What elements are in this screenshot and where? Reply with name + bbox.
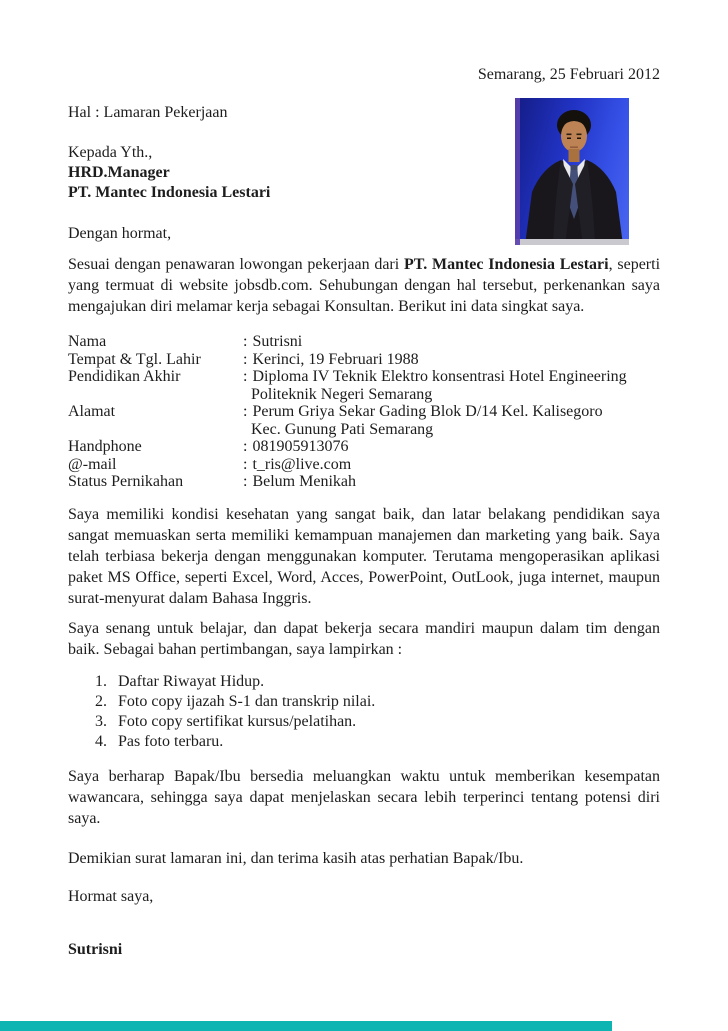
profile-value: : t_ris@live.com [243,455,352,473]
profile-value-line2: Kec. Gunung Pati Semarang [251,420,434,438]
attachments-list [68,672,660,752]
attachment-item [95,692,660,712]
progress-bar[interactable] [0,1021,728,1031]
attachment-item [95,672,660,692]
attachment-item [95,732,660,752]
paragraph-intro-text: Sesuai dengan penawaran lowongan pekerjaan dari [68,256,404,273]
profile-row-pendidikan [68,368,660,403]
signature-name: Sutrisni [68,940,123,958]
profile-row-ttl [68,351,660,369]
closing-line: Demikian surat lamaran ini, dan terima kasih atas perhatian Bapak/Ibu. [68,849,524,867]
profile-label: Handphone [68,438,142,455]
signoff-line: Hormat saya, [68,887,154,905]
profile-row-alamat [68,403,660,438]
paragraph-skills: Saya memiliki kondisi kesehatan yang sangat baik, dan latar belakang pendidikan saya sangat memuaskan serta memiliki kemampuan manajemen dan marketing yang baik. Saya telah terbiasa bekerja dengan menggunakan komputer. Terutama mengoperasikan aplikasi paket MS Office, seperti Excel, Word, Acces, PowerPoint, OutLook, juga internet, maupun surat-menyurat dalam Bahasa Inggris. [68,505,660,607]
profile-row-handphone [68,438,660,456]
attachment-number: 1. [95,672,107,690]
profile-label: Status Pernikahan [68,473,184,490]
paragraph-intro-text-2: , seperti yang termuat di website jobsdb.com. Sehubungan dengan hal tersebut, perkenankan saya mengajukan diri melamar kerja sebagai Konsultan. Berikut ini data singkat saya. [68,256,661,315]
attachment-number: 4. [95,732,107,750]
attachment-text: Daftar Riwayat Hidup. [118,672,265,690]
profile-value: : Diploma IV Teknik Elektro konsentrasi Hotel Engineering Politeknik Negeri Semarang [243,368,627,403]
progress-bar-fill [0,1021,612,1031]
profile-row-status [68,473,660,491]
letter-date: Semarang, 25 Februari 2012 [477,66,660,83]
attachment-number: 3. [95,712,107,730]
subject-line: Hal : Lamaran Pekerjaan [68,104,228,121]
recipient-salutation: Kepada Yth., [68,144,153,161]
profile-label: Alamat [68,403,116,420]
profile-label: @-mail [68,455,117,473]
profile-label: Tempat & Tgl. Lahir [68,350,201,368]
profile-label: Nama [68,333,107,350]
profile-row-email [68,456,660,474]
profile-row-nama [68,333,660,351]
profile-value: : Belum Menikah [243,473,356,490]
profile-value: : Perum Griya Sekar Gading Blok D/14 Kel. Kalisegoro Kec. Gunung Pati Semarang [243,403,603,438]
paragraph-interview-request: Saya berharap Bapak/Ibu bersedia meluangkan waktu untuk memberikan kesempatan wawancara, sehingga saya dapat menjelaskan secara lebih terperinci tentang potensi diri saya. [68,767,660,827]
attachment-text: Pas foto terbaru. [118,732,224,750]
attachment-text: Foto copy ijazah S-1 dan transkrip nilai. [118,692,376,710]
greeting-line: Dengan hormat, [68,225,172,242]
recipient-block [68,143,660,203]
profile-value-line2: Politeknik Negeri Semarang [251,385,433,403]
profile-value: : 081905913076 [243,438,349,455]
attachment-number: 2. [95,692,107,710]
paragraph-attachments-intro: Saya senang untuk belajar, dan dapat bekerja secara mandiri maupun dalam tim dengan baik. Sebagai bahan pertimbangan, saya lampirkan : [68,619,660,658]
letter-body [68,64,660,960]
profile-value: : Kerinci, 19 Februari 1988 [243,350,419,368]
attachment-text: Foto copy sertifikat kursus/pelatihan. [118,712,357,730]
profile-value: : Sutrisni [243,333,303,350]
company-name-bold: PT. Mantec Indonesia Lestari [403,256,609,273]
paragraph-intro [68,254,660,317]
recipient-title: HRD.Manager [68,164,170,181]
recipient-company: PT. Mantec Indonesia Lestari [68,184,271,201]
profile-table [68,333,660,491]
attachment-item [95,712,660,732]
profile-label: Pendidikan Akhir [68,368,181,385]
